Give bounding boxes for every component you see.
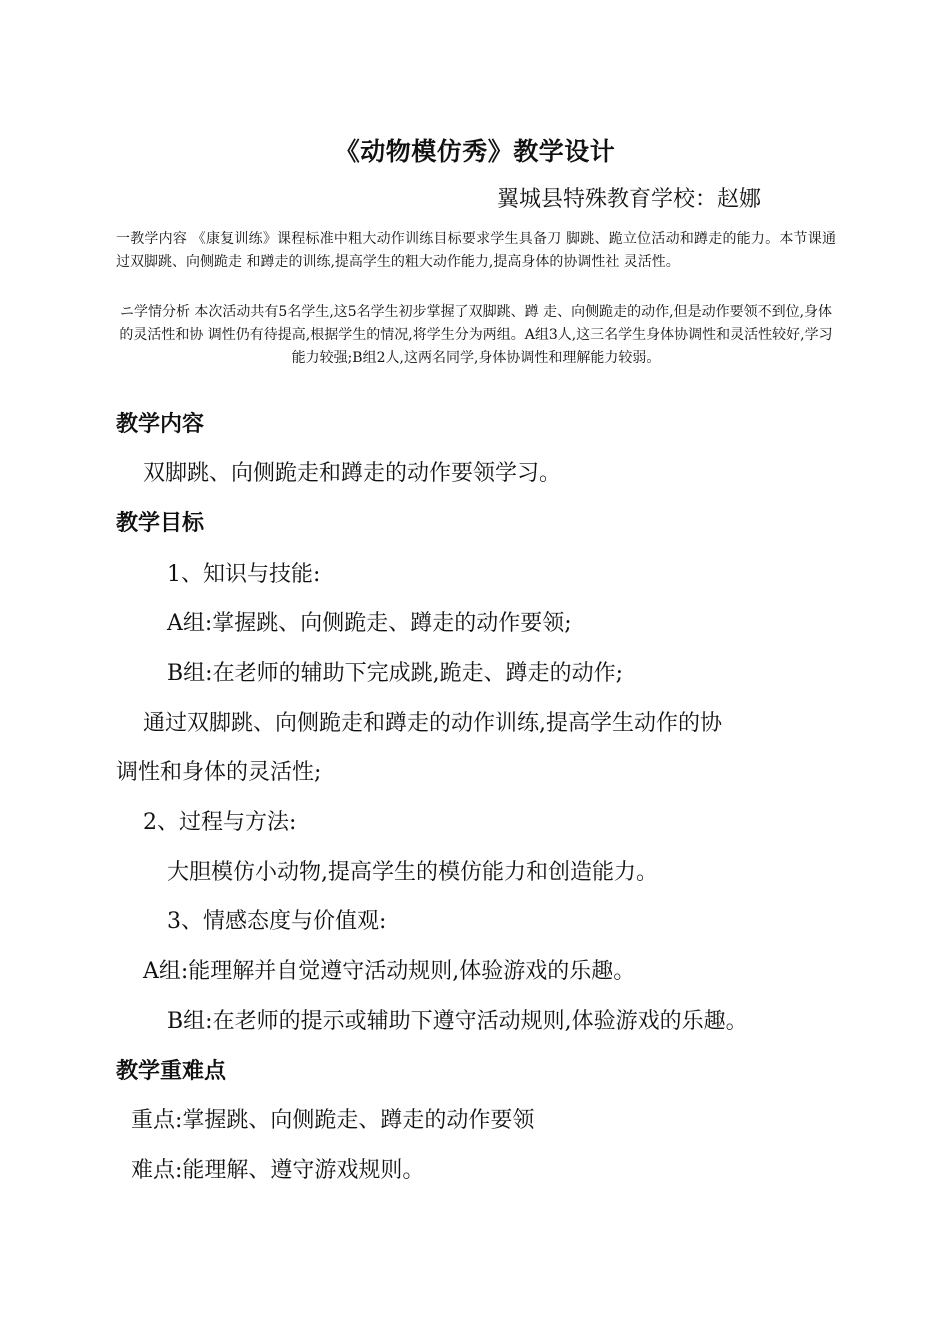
- goal-1-summary-line-2: 调性和身体的灵活性;: [116, 760, 322, 785]
- goal-1-summary-line-1: 通过双脚跳、向侧跪走和蹲走的动作训练,提高学生动作的协: [143, 711, 722, 736]
- document-author: 翼城县特殊教育学校：赵娜: [497, 187, 762, 212]
- teaching-content-text: 双脚跳、向侧跪走和蹲走的动作要领学习。: [143, 461, 562, 486]
- difficult-point-text: 难点:能理解、遵守游戏规则。: [131, 1158, 425, 1183]
- goal-3-group-b: B组:在老师的提示或辅助下遵守活动规则,体验游戏的乐趣。: [167, 1009, 748, 1034]
- student-analysis-paragraph: ニ学情分析 本次活动共有5名学生,这5名学生初步掌握了双脚跳、蹲 走、向侧跪走的动作,但是动作要领不到位,身体的灵活性和协 调性仍有待提高,根据学生的情况,将学生分为两组。A组3人,这三名学生身体协调性和灵活性较好,学习能力较强;B组2人,这两名同学,身体协调性和理解能力较弱。: [119, 304, 833, 366]
- goal-1-group-b: B组:在老师的辅助下完成跳,跪走、蹲走的动作;: [167, 661, 623, 686]
- heading-teaching-goals: 教学目标: [116, 511, 205, 536]
- intro-paragraph: 一教学内容 《康复训练》课程标准中粗大动作训练目标要求学生具备刀 脚跳、跪立位活动和蹲走的能力。本节课通过双脚跳、向侧跪走 和蹲走的训练,提高学生的粗大动作能力,提高身体的协调性社 灵活性。: [116, 231, 836, 270]
- document-title: 《动物模仿秀》教学设计: [334, 137, 616, 166]
- goal-1-title: 1、知识与技能:: [167, 562, 321, 587]
- heading-teaching-content: 教学内容: [116, 412, 205, 437]
- key-point-text: 重点:掌握跳、向侧跪走、蹲走的动作要领: [131, 1108, 535, 1133]
- heading-key-points: 教学重难点: [116, 1059, 227, 1084]
- goal-3-group-a: A组:能理解并自觉遵守活动规则,体验游戏的乐趣。: [143, 959, 636, 984]
- goal-2-title: 2、过程与方法:: [143, 810, 297, 835]
- goal-1-group-a: A组:掌握跳、向侧跪走、蹲走的动作要领;: [167, 611, 572, 636]
- goal-3-title: 3、情感态度与价值观:: [167, 909, 387, 934]
- goal-2-text: 大胆模仿小动物,提高学生的模仿能力和创造能力。: [167, 860, 658, 885]
